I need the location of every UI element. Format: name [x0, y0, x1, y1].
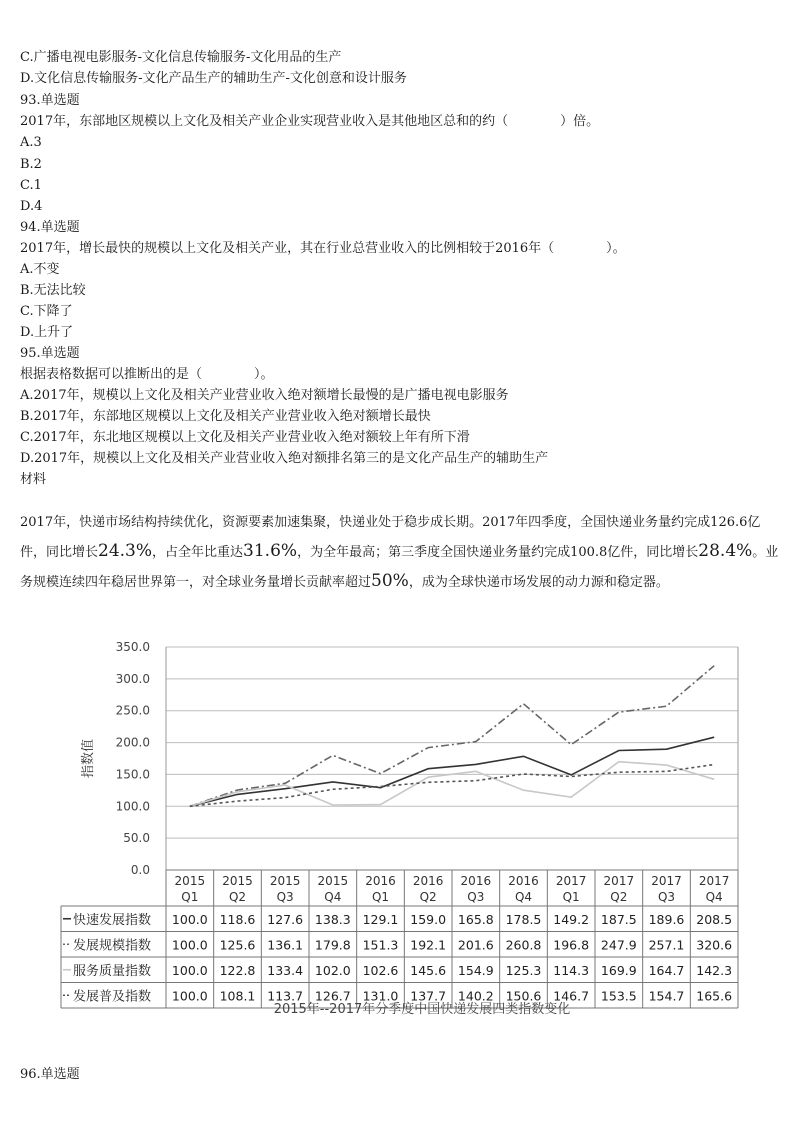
- x-tick-quarter: Q3: [467, 890, 485, 904]
- x-tick-year: 2015: [222, 874, 253, 888]
- data-label: 137.7: [410, 988, 447, 1004]
- x-tick-quarter: Q1: [562, 890, 580, 904]
- legend-entry: 发展普及指数: [73, 989, 152, 1005]
- data-label: 125.6: [219, 937, 256, 953]
- y-tick-label: 0.0: [130, 863, 150, 877]
- data-label: 187.5: [600, 911, 637, 927]
- data-label: 126.7: [314, 988, 351, 1004]
- y-tick-label: 200.0: [115, 735, 150, 750]
- x-tick-year: 2017: [555, 874, 587, 888]
- data-label: 179.8: [314, 937, 351, 953]
- data-label: 165.8: [457, 911, 494, 927]
- data-label: 113.7: [267, 988, 304, 1004]
- y-axis-label: 指数值: [81, 738, 96, 779]
- data-label: 159.0: [410, 911, 447, 927]
- legend-entry: 发展规模指数: [73, 938, 152, 954]
- chart-title: 2015年--2017年分季度中国快递发展四类指数变化: [273, 1002, 571, 1017]
- data-label: 260.8: [505, 937, 542, 953]
- q95-option-a: A.2017年，规模以上文化及相关产业营业收入绝对额增长最慢的是广播电视电影服务: [20, 388, 509, 403]
- y-tick-label: 100.0: [115, 799, 150, 814]
- x-tick-year: 2015: [317, 874, 349, 888]
- legend-entry: 服务质量指数: [73, 963, 152, 979]
- q94-title: 94.单选题: [20, 220, 80, 235]
- data-label: 169.9: [600, 962, 637, 978]
- data-label: 208.5: [696, 911, 733, 927]
- data-label: 100.0: [171, 911, 208, 927]
- x-tick-year: 2017: [698, 874, 730, 888]
- q94-option-d: D.上升了: [20, 325, 74, 340]
- data-label: 146.7: [553, 988, 590, 1004]
- q95-option-c: C.2017年，东北地区规模以上文化及相关产业营业收入绝对额较上年有所下滑: [20, 430, 470, 445]
- q95-option-b: B.2017年，东部地区规模以上文化及相关产业营业收入绝对额增长最快: [20, 409, 431, 424]
- material-value-4: 50%: [371, 571, 409, 591]
- data-label: 133.4: [267, 962, 304, 978]
- x-tick-year: 2016: [365, 874, 396, 888]
- y-tick-label: 150.0: [115, 767, 150, 782]
- data-label: 102.0: [314, 962, 351, 978]
- data-label: 154.7: [648, 988, 685, 1004]
- q93-stem: 2017年，东部地区规模以上文化及相关产业企业实现营业收入是其他地区总和的约（ ）倍。: [20, 114, 600, 129]
- q94-stem: 2017年，增长最快的规模以上文化及相关产业，其在行业总营业收入的比例相较于2016年（ ）。: [20, 241, 626, 256]
- x-tick-quarter: Q2: [419, 890, 437, 904]
- data-label: 136.1: [267, 937, 304, 953]
- q93-option-c: C.1: [20, 178, 42, 193]
- q94-option-a: A.不变: [20, 262, 60, 277]
- data-label: 164.7: [648, 962, 685, 978]
- data-label: 192.1: [410, 937, 447, 953]
- q93-title: 93.单选题: [20, 93, 80, 108]
- data-label: 153.5: [600, 988, 637, 1004]
- x-tick-quarter: Q2: [610, 890, 628, 904]
- legend-entry: 快速发展指数: [73, 912, 152, 928]
- x-tick-year: 2015: [269, 874, 301, 888]
- q95-title: 95.单选题: [20, 346, 80, 361]
- data-label: 108.1: [219, 988, 256, 1004]
- express-index-chart: [58, 630, 748, 1030]
- data-label: 149.2: [553, 911, 590, 927]
- x-tick-quarter: Q1: [181, 890, 199, 904]
- data-label: 131.0: [362, 988, 399, 1004]
- material-paragraph: [20, 508, 780, 597]
- data-label: 178.5: [505, 911, 542, 927]
- q92-option-c: C.广播电视电影服务-文化信息传输服务-文化用品的生产: [20, 50, 342, 65]
- series-line-1: [190, 737, 714, 806]
- data-label: 129.1: [362, 911, 399, 927]
- y-tick-label: 50.0: [123, 831, 150, 846]
- q96-title: 96.单选题: [20, 1067, 80, 1082]
- data-label: 154.9: [457, 962, 494, 978]
- data-label: 145.6: [410, 962, 447, 978]
- y-tick-label: 250.0: [115, 703, 150, 718]
- material-text-1: 2017年，快递市场结构持续优化，资源要素加速集聚，快递业处于稳步成长期。2017年四季度，全国快递业务量约完成126.6亿件，同比增长: [20, 515, 761, 560]
- data-label: 114.3: [553, 962, 590, 978]
- data-label: 189.6: [648, 911, 685, 927]
- q92-option-d: D.文化信息传输服务-文化产品生产的辅助生产-文化创意和设计服务: [20, 71, 407, 86]
- data-label: 118.6: [219, 911, 256, 927]
- x-tick-quarter: Q4: [514, 890, 533, 904]
- x-tick-quarter: Q4: [705, 890, 723, 904]
- material-text-2: ，占全年比重达: [152, 545, 244, 560]
- q93-option-d: D.4: [20, 199, 43, 214]
- x-tick-quarter: Q3: [276, 890, 294, 904]
- data-label: 257.1: [648, 937, 685, 953]
- x-tick-year: 2016: [412, 874, 444, 888]
- x-tick-year: 2017: [651, 874, 682, 888]
- data-label: 201.6: [457, 937, 494, 953]
- q94-option-c: C.下降了: [20, 304, 73, 319]
- x-tick-year: 2015: [174, 874, 206, 888]
- material-value-2: 31.6%: [243, 541, 298, 561]
- data-label: 247.9: [600, 937, 637, 953]
- q94-option-b: B.无法比较: [20, 283, 86, 298]
- x-tick-quarter: Q3: [657, 890, 676, 904]
- data-label: 142.3: [696, 962, 733, 978]
- data-label: 102.6: [362, 962, 399, 978]
- data-label: 138.3: [314, 911, 351, 927]
- series-line-2: [190, 666, 714, 807]
- x-tick-year: 2016: [508, 874, 539, 888]
- material-value-1: 24.3%: [98, 541, 153, 561]
- data-label: 165.6: [696, 988, 733, 1004]
- data-label: 150.6: [505, 988, 542, 1004]
- x-tick-quarter: Q1: [371, 890, 390, 904]
- data-label: 100.0: [171, 937, 208, 953]
- material-value-3: 28.4%: [698, 541, 753, 561]
- y-tick-label: 300.0: [115, 671, 150, 686]
- q95-stem: 根据表格数据可以推断出的是（ ）。: [20, 367, 274, 382]
- data-label: 125.3: [505, 962, 542, 978]
- x-tick-quarter: Q2: [228, 890, 247, 904]
- data-label: 151.3: [362, 937, 399, 953]
- data-label: 320.6: [696, 937, 733, 953]
- y-tick-label: 350.0: [115, 640, 150, 654]
- data-label: 140.2: [457, 988, 494, 1004]
- data-label: 100.0: [171, 962, 208, 978]
- q93-option-a: A.3: [20, 135, 42, 150]
- chart-svg: [58, 630, 748, 1030]
- data-label: 127.6: [267, 911, 304, 927]
- q95-option-d: D.2017年，规模以上文化及相关产业营业收入绝对额排名第三的是文化产品生产的辅助生产: [20, 451, 549, 466]
- material-text-5: ，成为全球快递市场发展的动力源和稳定器。: [408, 575, 669, 590]
- data-label: 122.8: [219, 962, 256, 978]
- material-text-4: 。业务规模连续四年稳居世界第一，对全球业务量增长贡献率超过: [20, 545, 779, 590]
- x-tick-year: 2016: [460, 874, 492, 888]
- material-text-3: ，为全年最高；第三季度全国快递业务量约完成100.8亿件，同比增长: [297, 545, 699, 560]
- x-tick-quarter: Q4: [324, 890, 342, 904]
- material-label: 材料: [20, 472, 47, 487]
- data-label: 196.8: [553, 937, 590, 953]
- x-tick-year: 2017: [603, 874, 635, 888]
- q93-option-b: B.2: [20, 157, 42, 172]
- data-label: 100.0: [171, 988, 208, 1004]
